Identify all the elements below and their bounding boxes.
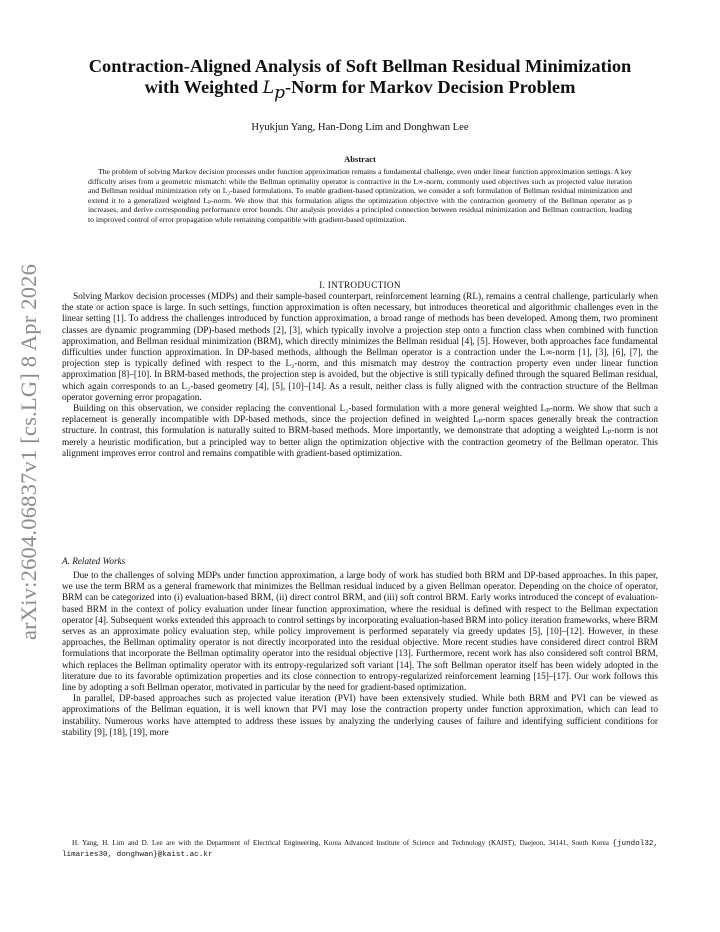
related-paragraph: Due to the challenges of solving MDPs under function approximation, a large body of work has studied both BRM and DP-based approaches. In this paper, we use the term BRM as a general framework that minimizes the Bellman residual induced by a given Bellman operator. Depending on the choice of operator, BRM can be categorized into (i) evaluation-based BRM, (ii) direct control BRM, and (iii) soft control BRM. Early works introduced the concept of evaluation-based BRM in the context of policy evaluation under linear function approximation, where the residual is defined with respect to the Bellman expectation operator [4]. Subsequent works extended this approach to control settings by incorporating evaluation-based BRM into policy iteration frameworks, where BRM serves as an approximate policy evaluation step, while policy improvement is performed separately via greedy updates [5], [10]–[12]. However, in these approaches, the Bellman optimality operator is not directly incorporated into the residual objective. More recent studies have considered direct control BRM formulations that incorporate the Bellman optimality operator into the residual objective [13]. Furthermore, recent work has also considered soft control BRM, which replaces the Bellman optimality operator with its entropy-regularized soft variant [14]. The soft Bellman operator itself has been widely adopted in the literature due to its favorable optimization properties and its close connection to entropy-regularized reinforcement learning [15]–[17]. Our work follows this line by adopting a soft Bellman operator, motivated in particular by the need for gradient-based optimization.	[62, 571, 658, 694]
author-emails: {jundol32, limaries30, donghwan}@kaist.ac.kr	[62, 840, 658, 859]
subsection-heading-related-works: A. Related Works	[62, 556, 126, 566]
math-L: L	[262, 78, 275, 98]
section-heading-introduction: I. INTRODUCTION	[319, 280, 401, 290]
paper-title	[62, 56, 658, 105]
title-line-2: with Weighted $L_p$-Norm for Markov Decision Problem	[144, 77, 576, 103]
footnote-text: H. Yang, H. Lim and D. Lee are with the Department of Electrical Engineering, Korea Advanced Institute of Science and Technology (KAIST), Daejeon, 34141, South Korea	[72, 839, 613, 847]
intro-paragraph: Solving Markov decision processes (MDPs) and their sample-based counterpart, reinforcement learning (RL), remains a central challenge, particularly when the state or action space is large. In such settings, function approximation is often necessary, but introduces theoretical and algorithmic challenges even in the linear setting [1]. To address the challenges introduced by function approximation, a broad range of methods has been developed. Among them, two prominent classes are dynamic programming (DP)-based methods [2], [3], which typically involve a projection step onto a function class when combined with function approximation, and Bellman residual minimization (BRM), which directly minimizes the Bellman residual [4], [5]. However, both approaches face fundamental difficulties under function approximation. In DP-based methods, although the Bellman operator is a contraction under the L∞-norm [1], [3], [6], [7], the projection step is typically defined with respect to the L₂-norm, and this mismatch may destroy the contraction property even under linear function approximation [8]–[10]. In BRM-based methods, the projection step is avoided, but the objective is still typically defined through the squared Bellman residual, which again corresponds to an L₂-based geometry [4], [5], [10]–[14]. As a result, neither class is fully aligned with the contraction structure of the Bellman operator governing error propagation.	[62, 292, 658, 403]
author-footnote	[62, 838, 658, 860]
abstract-text: The problem of solving Markov decision processes under function approximation remains a fundamental challenge, even under linear function approximation settings. A key difficulty arises from a geometric mismatch: while the Bellman optimality operator is contractive in the L∞-norm, commonly used objectives such as projected value iteration and Bellman residual minimization rely on L₂-based formulations. To enable gradient-based optimization, we consider a soft formulation of Bellman residual minimization and extend it to a generalized weighted Lₚ-norm. We show that this formulation aligns the optimization objective with the contraction geometry of the Bellman operator as p increases, and derive corresponding performance error bounds. Our analysis provides a principled connection between residual minimization and Bellman contraction, leading to improved control of error propagation while remaining compatible with gradient-based optimization.	[88, 167, 632, 224]
abstract	[88, 167, 632, 225]
arxiv-watermark	[14, 262, 44, 642]
authors: Hyukjun Yang, Han-Dong Lim and Donghwan Lee	[251, 122, 469, 133]
math-p: p	[274, 82, 285, 103]
arxiv-id: arXiv:2604.06837v1 [cs.LG] 8 Apr 2026	[16, 263, 41, 641]
introduction-body	[62, 292, 658, 460]
abstract-heading: Abstract	[344, 154, 376, 164]
related-works-body	[62, 571, 658, 739]
intro-paragraph: Building on this observation, we consider replacing the conventional L₂-based formulation with a more general weighted Lₚ-norm. We show that such a replacement is generally incompatible with DP-based methods, since the projection defined in weighted Lₚ-norm spaces generally break the contraction structure. In contrast, this formulation is naturally suited to BRM-based methods. More importantly, we demonstrate that adopting a weighted Lₚ-norm is not merely a heuristic modification, but a principled way to better align the optimization objective with the contraction geometry of the Bellman operator. This alignment improves error control and remains compatible with gradient-based optimization.	[62, 404, 658, 459]
related-paragraph: In parallel, DP-based approaches such as projected value iteration (PVI) have been extensively studied. While both BRM and PVI can be viewed as approximations of the Bellman equation, it is well known that PVI may lose the contraction property under function approximation, which can lead to instability. Numerous works have attempted to address these issues by analyzing the underlying causes of failure and identifying sufficient conditions for stability [9], [18], [19], more	[62, 694, 658, 738]
title-line-1: Contraction-Aligned Analysis of Soft Bellman Residual Minimization	[88, 56, 632, 76]
